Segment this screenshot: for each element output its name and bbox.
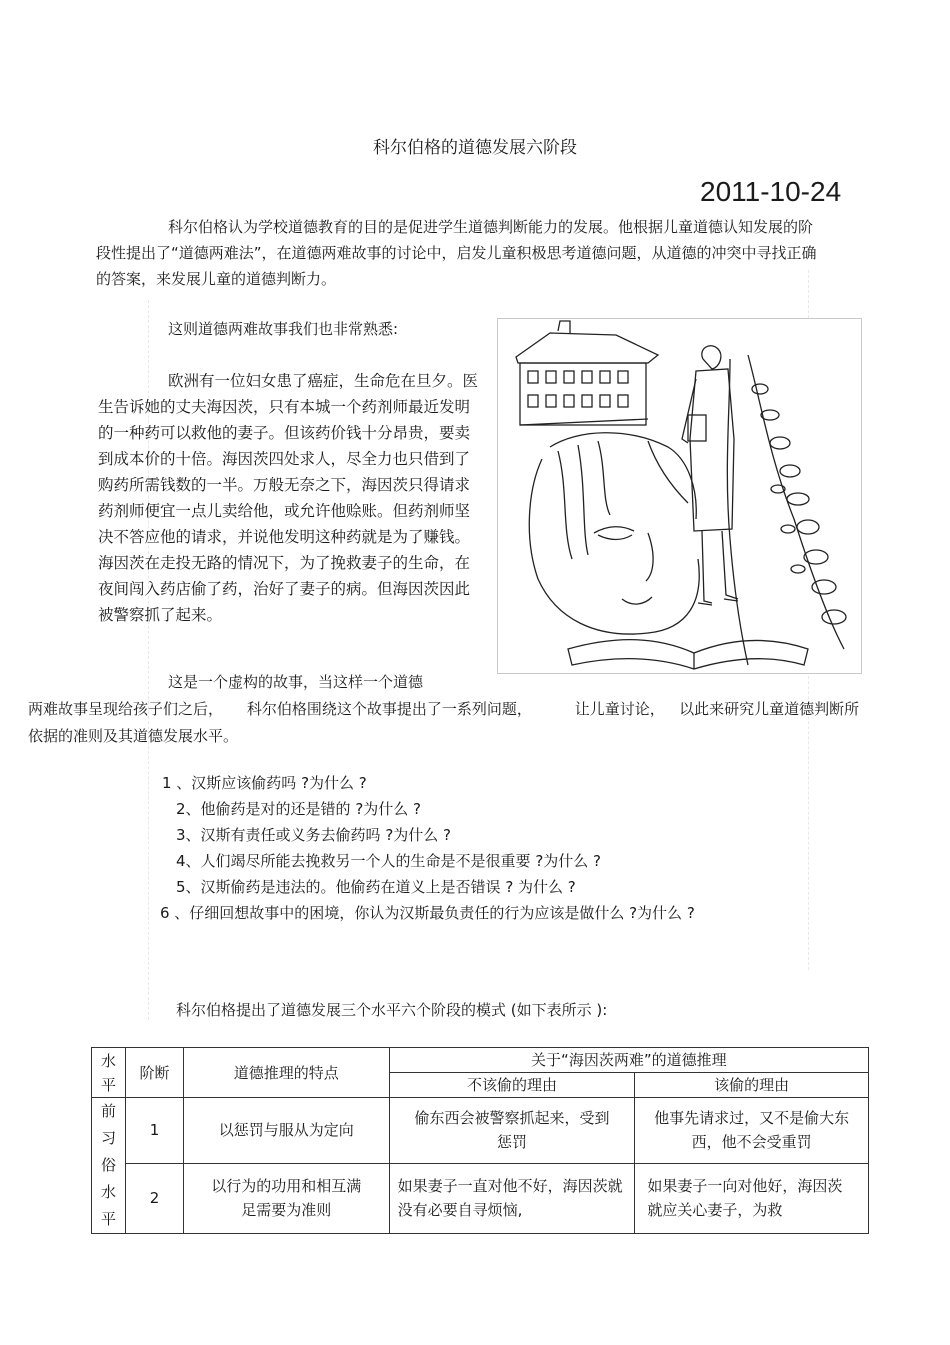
dilemma-story: 欧洲有一位妇女患了癌症，生命危在旦夕。医生告诉她的丈夫海因茨，只有本城一个药剂师最近发明的一种药可以救他的妻子。但该药价钱十分昂贵，要卖到成本价的十倍。海因茨四处求人，尽全力也只借到了购药所需钱数的一半。万般无奈之下，海因茨只得请求药剂师便宜一点儿卖给他，或允许他赊账。但药剂师坚决不答应他的请求，并说他发明这种药就是为了赚钱。海因茨在走投无路的情况下，为了挽救妻子的生命，在夜间闯入药店偷了药，治好了妻子的病。但海因茨因此被警察抓了起来。 — [98, 372, 479, 624]
table-row — [92, 1098, 869, 1164]
header-heinz-reasoning: 关于“海因茨两难”的道德推理 — [389, 1048, 868, 1073]
header-stage-label: 阶断 — [139, 1063, 170, 1082]
reason-against: 如果妻子一直对他不好，海因茨就没有必要自寻烦恼, — [389, 1163, 635, 1233]
level-name: 前习俗水平 — [100, 1102, 116, 1228]
model-intro: 科尔伯格提出了道德发展三个水平六个阶段的模式 (如下表所示 ): — [176, 1001, 608, 1019]
question-4: 4、人们竭尽所能去挽救另一个人的生命是不是很重要 ?为什么 ? — [176, 852, 602, 870]
header-level — [92, 1048, 126, 1098]
stage-feature: 以行为的功用和相互满足需要为准则 — [183, 1163, 389, 1233]
header-level-label: 水平 — [100, 1051, 116, 1094]
header-for: 该偷的理由 — [635, 1073, 869, 1098]
question-1: 1 、汉斯应该偷药吗 ?为什么 ? — [162, 774, 367, 792]
intro-paragraph: 科尔伯格认为学校道德教育的目的是促进学生道德判断能力的发展。他根据儿童道德认知发展的阶段性提出了“道德两难法”，在道德两难故事的讨论中，启发儿童积极思考道德问题，从道德的冲突中寻找正确的答案，来发展儿童的道德判断力。 — [96, 218, 817, 288]
after-story-part2: 两难故事呈现给孩子们之后， — [28, 700, 224, 718]
after-story-part4: 让儿童讨论， — [574, 700, 665, 718]
after-story-text — [28, 669, 863, 750]
document-date: 2011-10-24 — [700, 176, 842, 207]
question-3: 3、汉斯有责任或义务去偷药吗 ?为什么 ? — [176, 826, 452, 844]
header-against: 不该偷的理由 — [389, 1073, 635, 1098]
question-5: 5、汉斯偷药是违法的。他偷药在道义上是否错误 ? 为什么 ? — [176, 878, 576, 896]
after-story-line1: 这是一个虚构的故事，当这样一个道德 — [168, 673, 424, 691]
level-cell — [92, 1098, 126, 1234]
table-row — [92, 1163, 869, 1233]
after-story-part3: 科尔伯格围绕这个故事提出了一系列问题， — [246, 700, 532, 718]
stage-number: 2 — [125, 1163, 183, 1233]
story-illustration — [497, 318, 862, 674]
question-6: 6 、仔细回想故事中的困境，你认为汉斯最负责任的行为应该是做什么 ?为什么 ? — [160, 904, 695, 922]
reason-against: 偷东西会被警察抓起来，受到惩罚 — [389, 1098, 635, 1164]
question-2: 2、他偷药是对的还是错的 ?为什么 ? — [176, 800, 422, 818]
reason-for: 如果妻子一向对他好，海因茨就应关心妻子，为救 — [635, 1163, 869, 1233]
stage-number: 1 — [125, 1098, 183, 1164]
header-stage — [125, 1048, 183, 1098]
page-title: 科尔伯格的道德发展六阶段 — [373, 138, 577, 158]
stage-feature: 以惩罚与服从为定向 — [183, 1098, 389, 1164]
story-intro: 这则道德两难故事我们也非常熟悉: — [168, 320, 399, 338]
header-feature: 道德推理的特点 — [183, 1048, 389, 1098]
reason-for: 他事先请求过，又不是偷大东西，他不会受重罚 — [635, 1098, 869, 1164]
stages-table — [91, 1047, 869, 1234]
after-story-part5: 以此来研究儿童道德判断所依据的准则及其道德发展水平。 — [28, 700, 860, 745]
